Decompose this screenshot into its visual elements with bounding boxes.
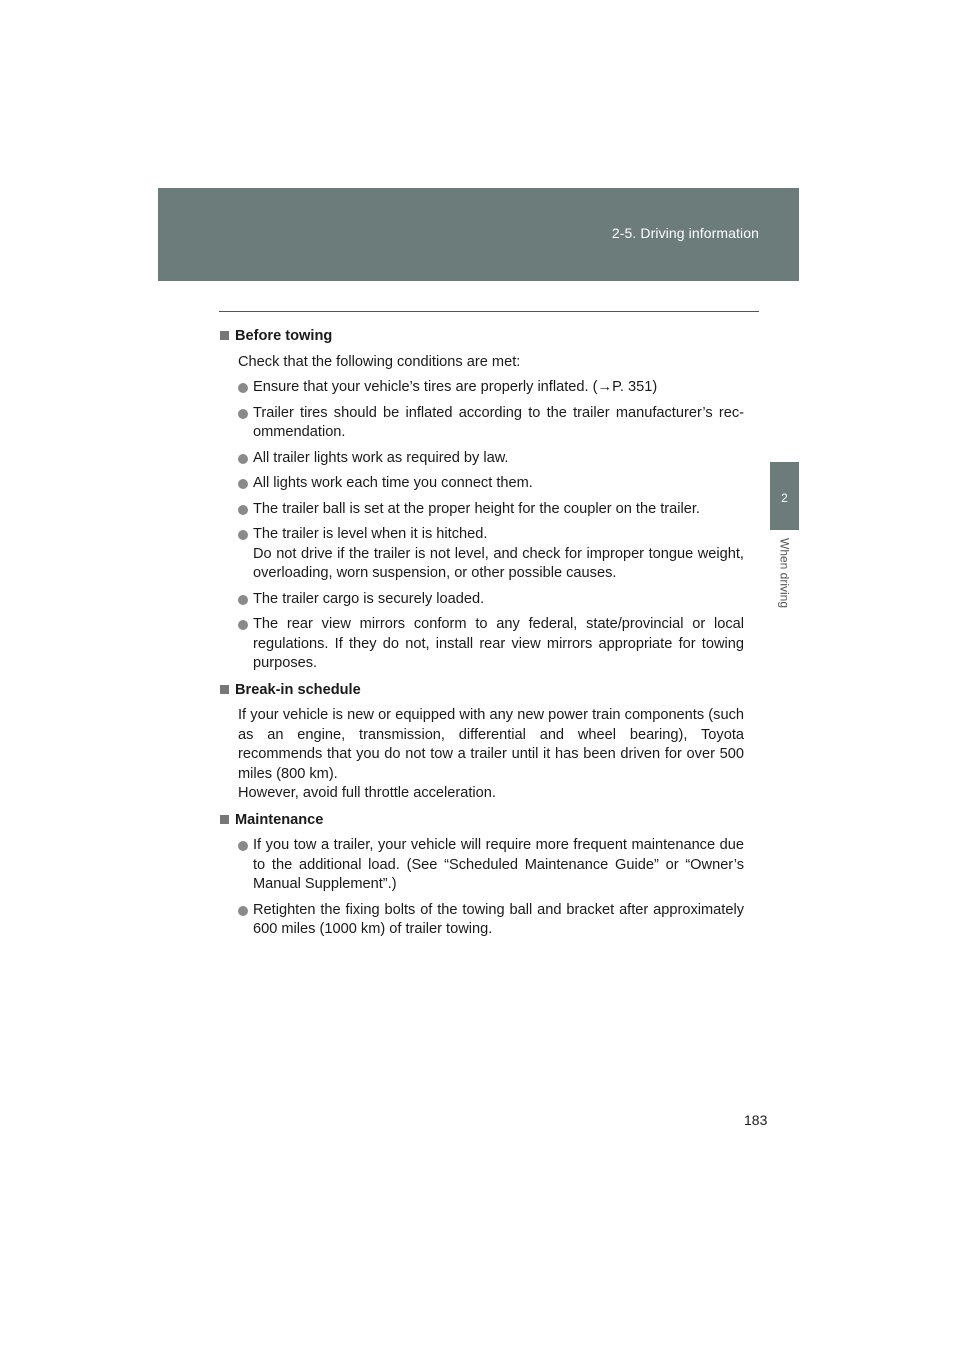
section-break-in bbox=[220, 681, 744, 804]
circle-bullet-icon bbox=[238, 383, 248, 393]
list-item: All trailer lights work as required by law. bbox=[220, 449, 744, 469]
square-bullet-icon bbox=[220, 331, 229, 340]
circle-bullet-icon bbox=[238, 906, 248, 916]
list-item: All lights work each time you connect them. bbox=[220, 474, 744, 494]
section-heading: Break-in schedule bbox=[220, 681, 744, 701]
section-maintenance bbox=[220, 811, 744, 940]
chapter-number: 2 bbox=[781, 491, 788, 505]
circle-bullet-icon bbox=[238, 595, 248, 605]
section-heading: Maintenance bbox=[220, 811, 744, 831]
square-bullet-icon bbox=[220, 685, 229, 694]
list-item: Retighten the fixing bolts of the towing ball and bracket after approximately 600 miles (1000 km) of trailer towing. bbox=[220, 901, 744, 940]
divider bbox=[219, 311, 759, 312]
list-item: The trailer ball is set at the proper height for the coupler on the trailer. bbox=[220, 500, 744, 520]
circle-bullet-icon bbox=[238, 479, 248, 489]
paragraph: Check that the following conditions are met: bbox=[238, 353, 521, 370]
chapter-label: When driving bbox=[777, 538, 792, 609]
section-heading: Before towing bbox=[220, 327, 744, 347]
list-item: Trailer tires should be inflated according to the trailer manufacturer’s recommendation. bbox=[220, 404, 744, 443]
circle-bullet-icon bbox=[238, 841, 248, 851]
page-number: 183 bbox=[744, 1112, 768, 1128]
circle-bullet-icon bbox=[238, 505, 248, 515]
section-title: 2-5. Driving information bbox=[611, 225, 759, 241]
paragraph: If your vehicle is new or equipped with any new power train components (such as an engine, transmission, differential and wheel bearing), Toyota recommends that you do not tow a trailer until it has been driven for over 500 miles (800 km). However, avoid full throttle acceleration. bbox=[238, 707, 744, 801]
list-item: Ensure that your vehicle’s tires are properly inflated. (→P. 351) bbox=[220, 378, 744, 398]
circle-bullet-icon bbox=[238, 620, 248, 630]
circle-bullet-icon bbox=[238, 454, 248, 464]
list-item: The trailer is level when it is hitched. Do not drive if the trailer is not level, and check for improper tongue weight, overloading, worn suspension, or other possible causes. bbox=[220, 525, 744, 584]
square-bullet-icon bbox=[220, 815, 229, 824]
circle-bullet-icon bbox=[238, 530, 248, 540]
section-before-towing bbox=[220, 327, 744, 674]
list-item: If you tow a trailer, your vehicle will require more frequent maintenance due to the additional load. (See “Scheduled Maintenance Guide” or “Owner’s Manual Supplement”.) bbox=[220, 836, 744, 895]
list-item: The trailer cargo is securely loaded. bbox=[220, 590, 744, 610]
header-band bbox=[158, 188, 799, 281]
circle-bullet-icon bbox=[238, 409, 248, 419]
chapter-tab bbox=[770, 462, 799, 530]
page-body bbox=[220, 327, 744, 947]
list-item: The rear view mirrors conform to any federal, state/provincial or local regulations. If they do not, install rear view mirrors appropriate for towing purposes. bbox=[220, 615, 744, 674]
